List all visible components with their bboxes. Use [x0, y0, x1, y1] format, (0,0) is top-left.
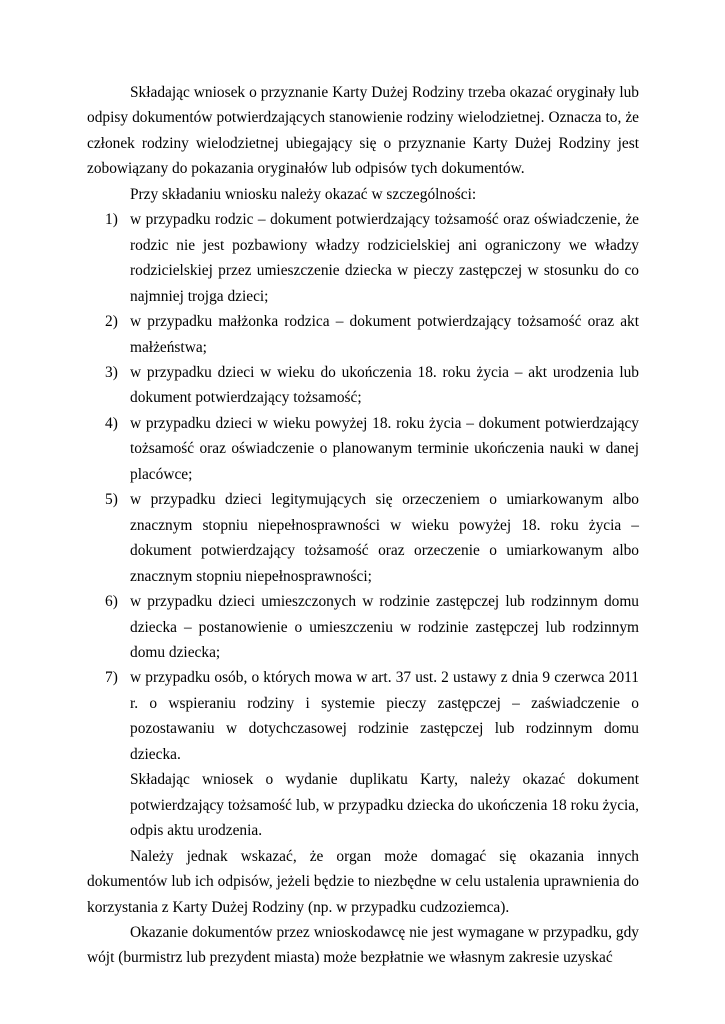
list-item: [87, 360, 639, 411]
list-lead-paragraph: Przy składaniu wniosku należy okazać w szczególności:: [130, 185, 477, 203]
list-item: [87, 207, 639, 309]
list-item-number: 2): [105, 313, 118, 331]
other-documents-paragraph: Należy jednak wskazać, że organ może domagać się okazania innych dokumentów lub ich odpisów, jeżeli będzie to niezbędne w celu ustalenia uprawnienia do korzystania z Karty Dużej Rodziny (np. w przypadku cudzoziemca).: [87, 847, 639, 916]
list-item-text: w przypadku małżonka rodzica – dokument potwierdzający tożsamość oraz akt małżeństwa;: [130, 313, 639, 356]
list-item-number: 1): [105, 211, 118, 229]
list-item: [87, 665, 639, 767]
list-item: [87, 589, 639, 665]
list-item-number: 5): [105, 491, 118, 509]
list-item-number: 4): [105, 414, 118, 432]
list-item: [87, 487, 639, 589]
list-item: [87, 411, 639, 487]
list-item-number: 3): [105, 363, 118, 381]
document-body: [87, 80, 639, 971]
intro-paragraph: Składając wniosek o przyznanie Karty Dużej Rodziny trzeba okazać oryginały lub odpisy dokumentów potwierdzających stanowienie rodziny wielodzietnej. Oznacza to, że członek rodziny wielodzietnej ubiegający się o przyznanie Karty Dużej Rodziny jest zobowiązany do pokazania oryginałów lub odpisów tych dokumentów.: [87, 84, 639, 178]
list-item-text: w przypadku osób, o których mowa w art. 37 ust. 2 ustawy z dnia 9 czerwca 2011 r. o wspieraniu rodziny i systemie pieczy zastępczej – zaświadczenie o pozostawaniu w dotychczasowej rodzinie zastępczej lub rodzinnym domu dziecka.: [130, 669, 639, 763]
list-item-number: 7): [105, 669, 118, 687]
list-item-text: w przypadku rodzic – dokument potwierdzający tożsamość oraz oświadczenie, że rodzic nie jest pozbawiony władzy rodzicielskiej ani ograniczony we władzy rodzicielskiej przez umieszczenie dziecka w pieczy zastępczej w stosunku do co najmniej trojga dzieci;: [130, 211, 639, 305]
list-item-text: w przypadku dzieci umieszczonych w rodzinie zastępczej lub rodzinnym domu dziecka – postanowienie o umieszczeniu w rodzinie zastępczej lub rodzinnym domu dziecka;: [130, 593, 639, 661]
list-item-text: w przypadku dzieci w wieku powyżej 18. roku życia – dokument potwierdzający tożsamość oraz oświadczenie o planowanym terminie ukończenia nauki w danej placówce;: [130, 414, 639, 483]
list-item-text: w przypadku dzieci legitymujących się orzeczeniem o umiarkowanym albo znacznym stopniu niepełnosprawności w wieku powyżej 18. roku życia – dokument potwierdzający tożsamość oraz orzeczenie o umiarkowanym albo znacznym stopniu niepełnosprawności;: [130, 491, 639, 585]
required-documents-list: [87, 207, 639, 767]
duplicate-card-paragraph: Składając wniosek o wydanie duplikatu Karty, należy okazać dokument potwierdzający tożsamość lub, w przypadku dziecka do ukończenia 18 roku życia, odpis aktu urodzenia.: [130, 771, 639, 840]
list-item: [87, 309, 639, 360]
list-item-text: w przypadku dzieci w wieku do ukończenia 18. roku życia – akt urodzenia lub dokument potwierdzający tożsamość;: [130, 363, 639, 407]
exemption-paragraph: Okazanie dokumentów przez wnioskodawcę nie jest wymagane w przypadku, gdy wójt (burmistrz lub prezydent miasta) może bezpłatnie we własnym zakresie uzyskać: [87, 923, 639, 967]
list-item-number: 6): [105, 593, 118, 611]
